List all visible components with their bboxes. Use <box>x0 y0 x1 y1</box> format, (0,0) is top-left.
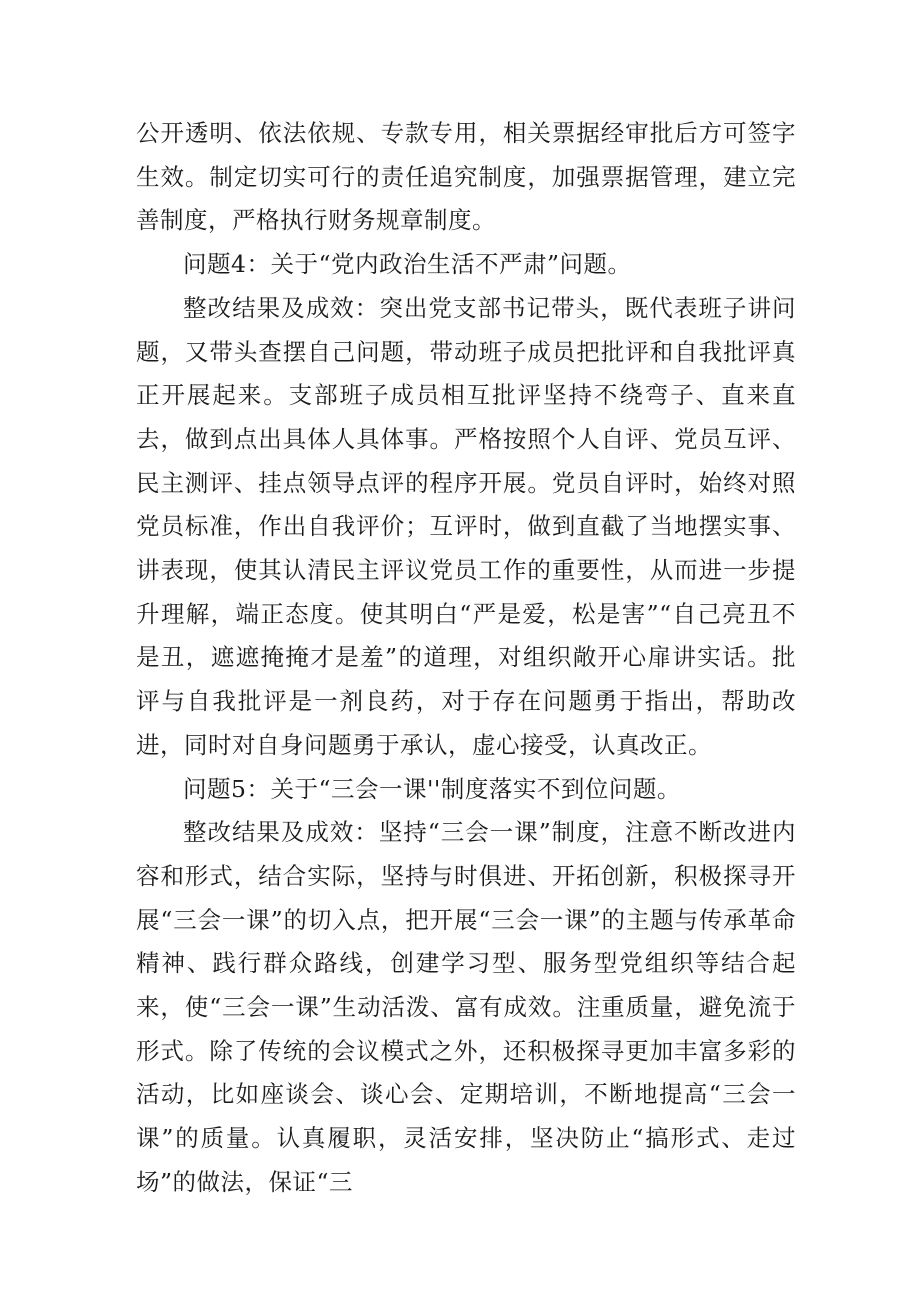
problem-4-result-paragraph: 整改结果及成效：突出党支部书记带头，既代表班子讲问题，又带头查摆自己问题，带动班子成员把批评和自我批评真正开展起来。支部班子成员相互批评坚持不绕弯子、直来直去，做到点出具体人具体事。严格按照个人自评、党员互评、民主测评、挂点领导点评的程序开展。党员自评时，始终对照党员标准，作出自我评价；互评时，做到直截了当地摆实事、讲表现，使其认清民主评议党员工作的重要性，从而进一步提升理解，端正态度。使其明白“严是爱，松是害”“自己亮丑不是丑，遮遮掩掩才是羞”的道理，对组织敞开心扉讲实话。批评与自我批评是一剂良药，对于存在问题勇于指出，帮助改进，同时对自身问题勇于承认，虚心接受，认真改正。 <box>136 293 796 759</box>
paragraph-continuation: 公开透明、依法依规、专款专用，相关票据经审批后方可签字生效。制定切实可行的责任追究制度，加强票据管理，建立完善制度，严格执行财务规章制度。 <box>136 119 796 235</box>
problem-5-heading: 问题5：关于“三会一课''制度落实不到位问题。 <box>183 774 681 803</box>
problem-5-result-paragraph: 整改结果及成效：坚持“三会一课”制度，注意不断改进内容和形式，结合实际，坚持与时俱进、开拓创新，积极探寻开展“三会一课”的切入点，把开展“三会一课”的主题与传承革命精神、践行群众路线，创建学习型、服务型党组织等结合起来，使“三会一课”生动活泼、富有成效。注重质量，避免流于形式。除了传统的会议模式之外，还积极探寻更加丰富多彩的活动，比如座谈会、谈心会、定期培训，不断地提高“三会一课”的质量。认真履职，灵活安排，坚决防止“搞形式、走过场”的做法，保证“三 <box>136 818 796 1196</box>
document-page <box>136 112 796 1205</box>
problem-4-heading: 问题4：关于“党内政治生活不严肃”问题。 <box>183 250 632 279</box>
